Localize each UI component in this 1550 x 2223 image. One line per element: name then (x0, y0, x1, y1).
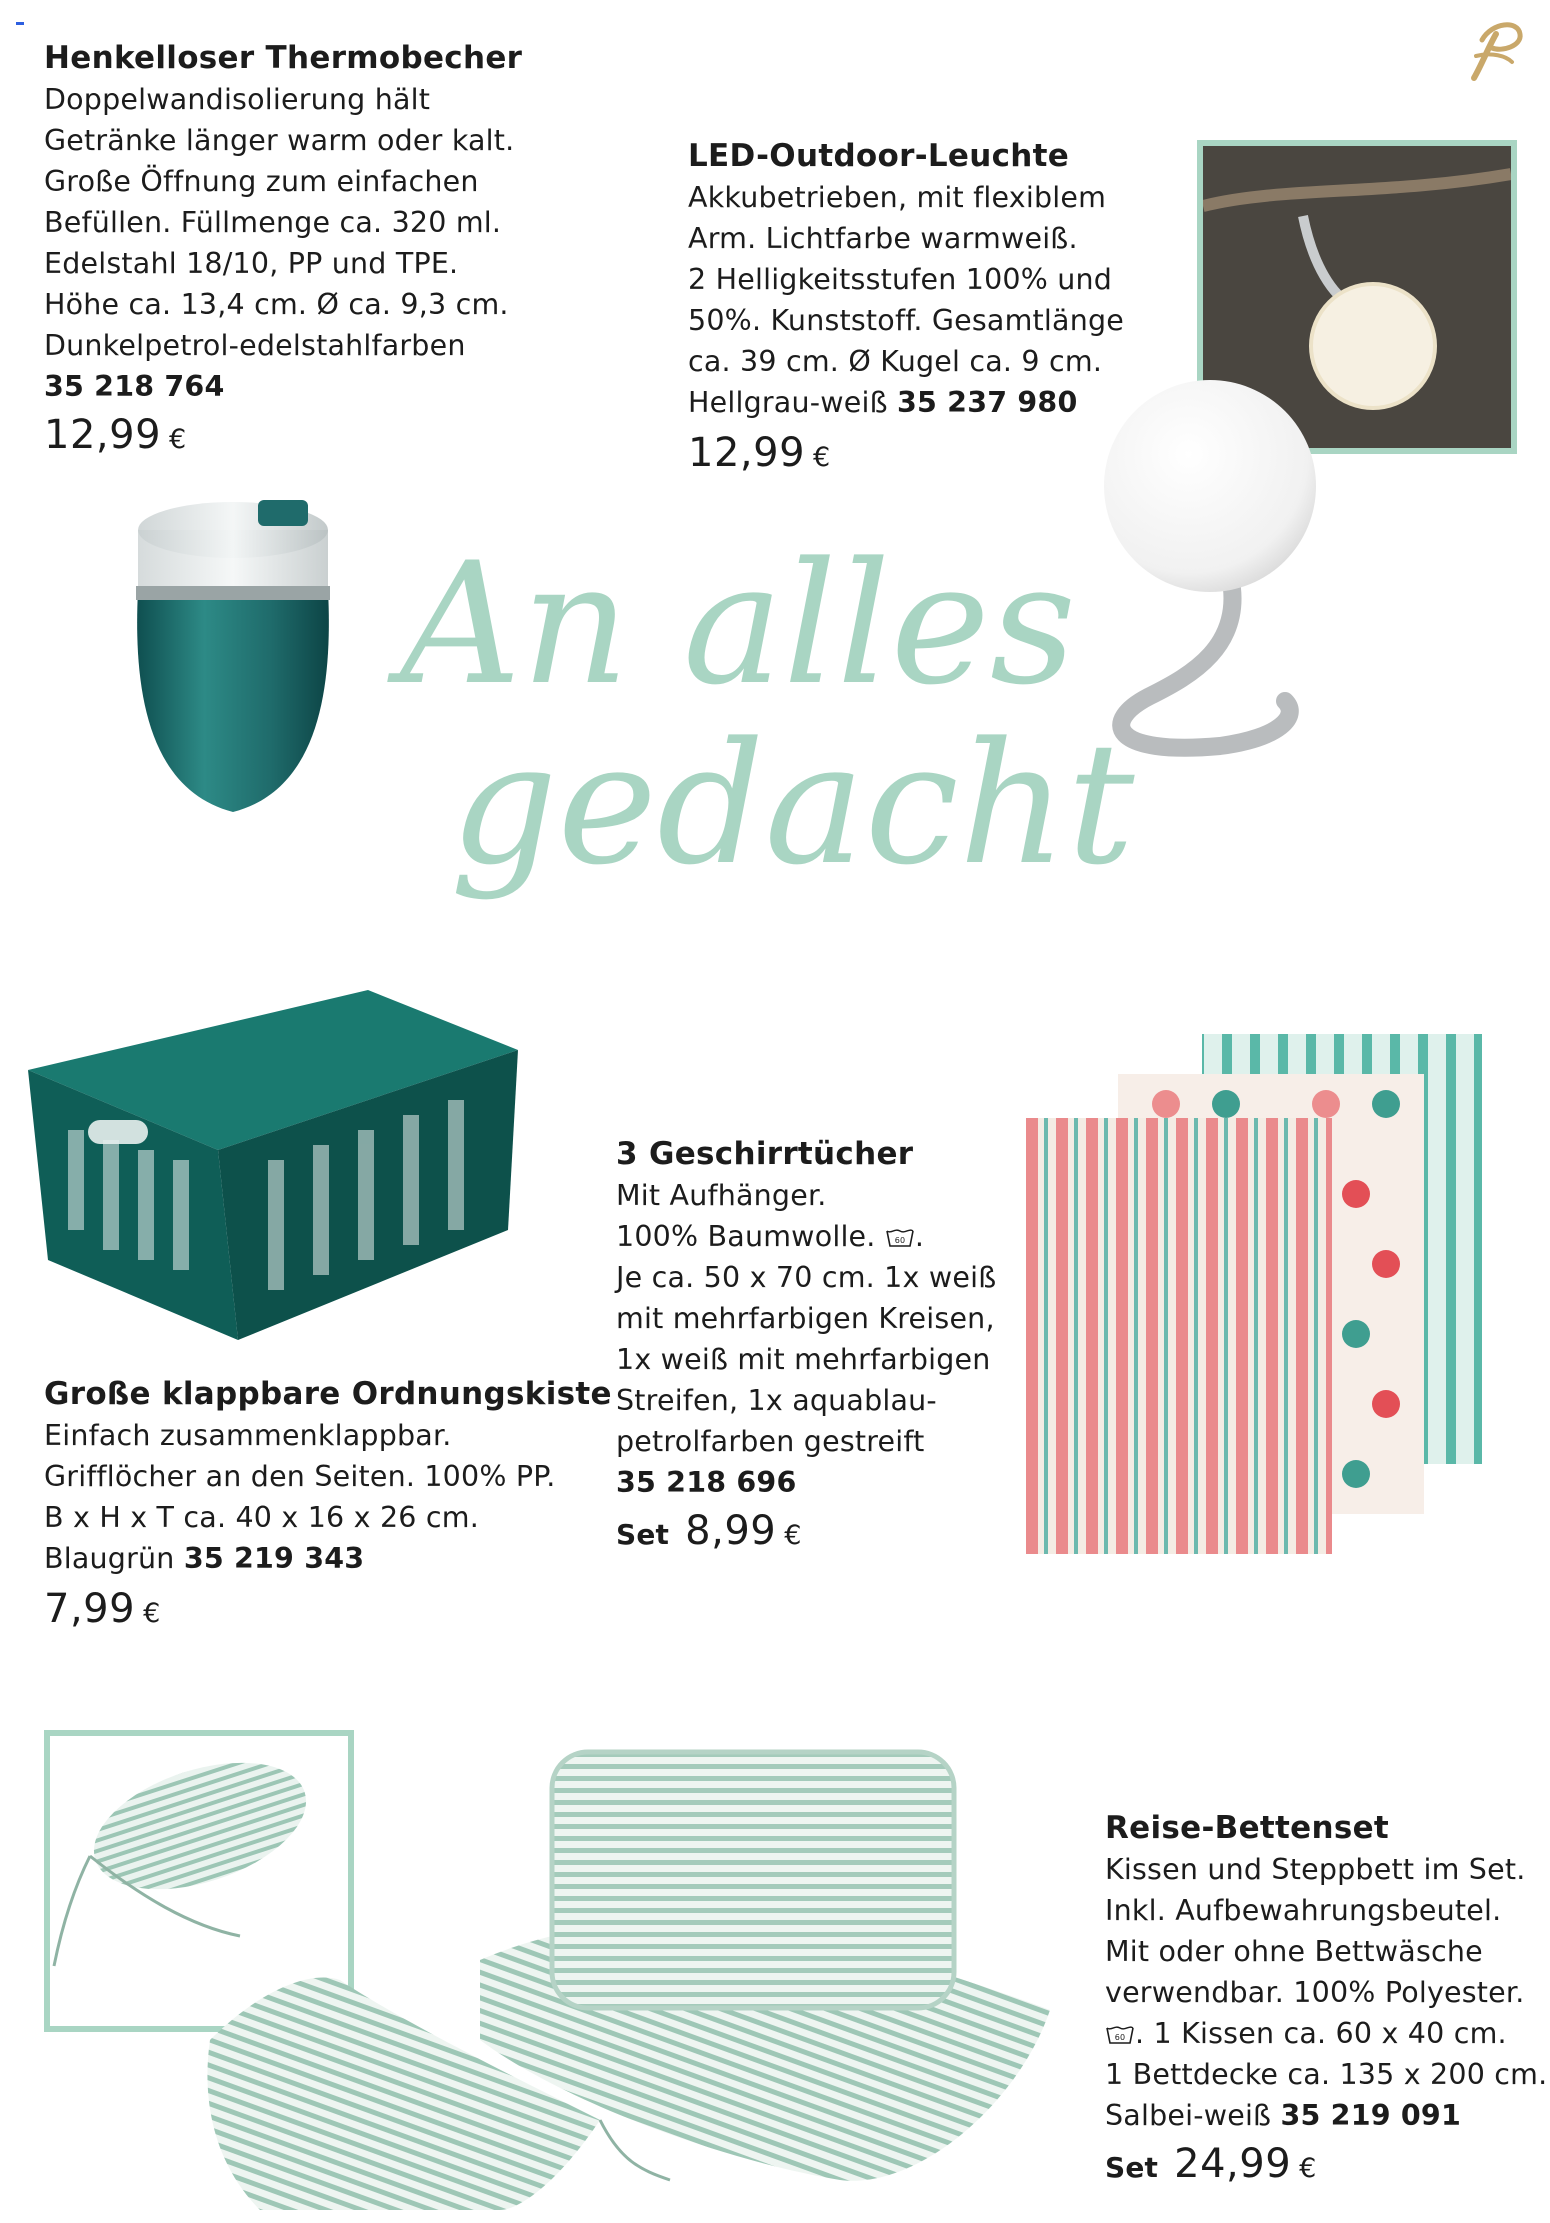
product-title: LED-Outdoor-Leuchte (688, 138, 1070, 174)
material-text: 100% Baumwolle. (616, 1220, 876, 1253)
description-line: Mit Aufhänger. (616, 1179, 827, 1212)
description-line: Inkl. Aufbewahrungsbeutel. (1105, 1894, 1502, 1927)
price: 24,99 (1174, 2141, 1292, 2187)
color-label: Blaugrün (44, 1542, 175, 1575)
thermobecher-image (128, 490, 338, 820)
product-title: 3 Geschirrtücher (616, 1136, 914, 1172)
description-line: Arm. Lichtfarbe warmweiß. (688, 222, 1078, 255)
currency: € (784, 1520, 802, 1551)
period: . (914, 1220, 925, 1253)
description-line: 1x weiß mit mehrfarbigen (616, 1343, 991, 1376)
article-number: 35 218 764 (44, 370, 225, 403)
description-line: Akkubetrieben, mit flexiblem (688, 181, 1107, 214)
price-row (44, 412, 522, 460)
description-line: Getränke länger warm oder kalt. (44, 124, 515, 157)
corner-mark (16, 22, 24, 25)
description-line: mit mehrfarbigen Kreisen, (616, 1302, 995, 1335)
description-line: 50%. Kunststoff. Gesamtlänge (688, 304, 1124, 337)
description-line: verwendbar. 100% Polyester. (1105, 1976, 1525, 2009)
script-headline-line2: gedacht (450, 706, 1135, 902)
price-row (1105, 2141, 1547, 2189)
brand-logo (1462, 12, 1528, 84)
description-line: Mit oder ohne Bettwäsche (1105, 1935, 1483, 1968)
article-number: 35 219 091 (1280, 2099, 1461, 2132)
description-line: Doppelwandisolierung hält (44, 83, 431, 116)
kiste-image (28, 990, 518, 1340)
product-geschirrtuecher (616, 1134, 996, 1556)
price: 8,99 (685, 1508, 777, 1554)
product-thermobecher (44, 38, 522, 460)
description-line: B x H x T ca. 40 x 16 x 26 cm. (44, 1501, 479, 1534)
color-and-sku (1105, 2095, 1547, 2136)
color-and-sku (688, 382, 1124, 423)
description-line: Streifen, 1x aquablau- (616, 1384, 937, 1417)
price: 12,99 (688, 430, 806, 476)
description-line: Kissen und Steppbett im Set. (1105, 1853, 1526, 1886)
product-kiste (44, 1374, 612, 1634)
currency: € (1299, 2153, 1317, 2184)
currency: € (143, 1598, 161, 1629)
article-number: 35 219 343 (183, 1542, 365, 1575)
description-line: 1 Bettdecke ca. 135 x 200 cm. (1105, 2058, 1548, 2091)
product-title: Große klappbare Ordnungskiste (44, 1376, 612, 1412)
color-label: Salbei-weiß (1105, 2099, 1272, 2132)
description-line: Einfach zusammenklappbar. (44, 1419, 452, 1452)
pillow-size: . 1 Kissen ca. 60 x 40 cm. (1135, 2017, 1507, 2050)
description-line: Große Öffnung zum einfachen (44, 165, 479, 198)
product-leuchte (688, 136, 1124, 478)
description-line: Grifflöcher an den Seiten. 100% PP. (44, 1460, 556, 1493)
script-headline-line1: An alles (400, 526, 1077, 722)
wash-temp: 60 (894, 1236, 906, 1245)
description-line: petrolfarben gestreift (616, 1425, 925, 1458)
product-bettenset (1105, 1808, 1547, 2189)
article-number: 35 237 980 (897, 386, 1078, 419)
description-line-wash (1105, 2013, 1547, 2054)
wash-60-icon (885, 1228, 915, 1248)
color-label: Hellgrau-weiß (688, 386, 888, 419)
currency: € (169, 424, 187, 455)
currency: € (813, 442, 831, 473)
description-line: Befüllen. Füllmenge ca. 320 ml. (44, 206, 502, 239)
price: 7,99 (44, 1586, 136, 1632)
product-title: Henkelloser Thermobecher (44, 40, 523, 76)
product-title: Reise-Bettenset (1105, 1810, 1390, 1846)
description-line: Je ca. 50 x 70 cm. 1x weiß (616, 1261, 997, 1294)
set-label: Set (616, 1518, 670, 1551)
price-row (688, 430, 1124, 478)
description-line-wash (616, 1216, 996, 1257)
description-line: Dunkelpetrol-edelstahlfarben (44, 329, 466, 362)
article-number: 35 218 696 (616, 1466, 797, 1499)
price-row (616, 1508, 996, 1556)
price: 12,99 (44, 412, 162, 458)
wash-60-icon (1105, 2025, 1135, 2045)
wash-temp: 60 (1114, 2033, 1126, 2042)
geschirrtuecher-image (1026, 1034, 1506, 1554)
description-line: ca. 39 cm. Ø Kugel ca. 9 cm. (688, 345, 1103, 378)
description-line: Edelstahl 18/10, PP und TPE. (44, 247, 459, 280)
price-row (44, 1586, 612, 1634)
set-label: Set (1105, 2151, 1159, 2184)
description-line: 2 Helligkeitsstufen 100% und (688, 263, 1113, 296)
description-line: Höhe ca. 13,4 cm. Ø ca. 9,3 cm. (44, 288, 509, 321)
color-and-sku (44, 1538, 612, 1579)
bettenset-image (200, 1740, 1060, 2210)
